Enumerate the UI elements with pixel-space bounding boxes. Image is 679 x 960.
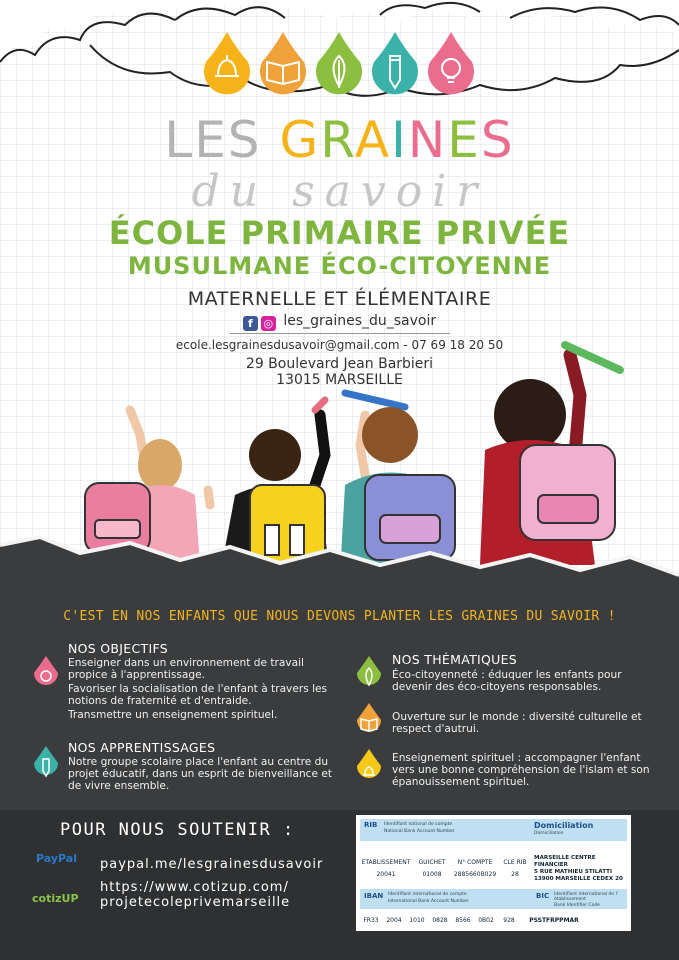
cotizup-logo: cotizUP [32, 892, 79, 905]
iban-desc-en: International Bank Account Number [388, 899, 469, 904]
school-subtitle: du savoir [191, 166, 488, 217]
bank-name: MARSEILLE CENTRE FINANCIER [534, 855, 596, 868]
leaf-icon [354, 655, 384, 691]
rib-label: RIB [364, 821, 378, 829]
school-type-line1: ÉCOLE PRIMAIRE PRIVÉE [108, 214, 571, 252]
objective-item: Transmettre un enseignement spirituel. [68, 709, 278, 721]
rib-col-header: GUICHET [418, 859, 446, 866]
bic-label: BIC [536, 892, 550, 900]
rib-col-header: ETABLISSEMENT [361, 859, 411, 866]
domiciliation-label: Domiciliation [534, 821, 594, 830]
mosque-icon [354, 748, 384, 784]
objective-item: Enseigner dans un environnement de travail propice à l'apprentissage. [68, 657, 305, 681]
title-les: LES [164, 111, 262, 169]
iban-desc: Identifiant international de compte [388, 892, 467, 897]
lightbulb-icon [31, 655, 61, 691]
school-type-line2: MUSULMANE ÉCO-CITOYENNE [127, 252, 552, 280]
rib-desc-en: National Bank Account Number [384, 829, 455, 834]
instagram-icon[interactable]: ◎ [261, 316, 276, 331]
pencil-icon [366, 30, 424, 96]
rib-value: 20041 [376, 871, 396, 878]
support-title: POUR NOUS SOUTENIR : [60, 820, 295, 840]
slogan: C'EST EN NOS ENFANTS QUE NOUS DEVONS PLANTER LES GRAINES DU SAVOIR ! [63, 609, 616, 624]
bank-rib-card [356, 815, 631, 931]
bank-address [534, 855, 626, 883]
social-handle-row [0, 313, 679, 331]
paypal-link[interactable]: paypal.me/lesgrainesdusavoir [100, 857, 324, 872]
pencil-icon [31, 745, 61, 781]
divider [230, 333, 450, 334]
iban-part: 0828 [432, 917, 448, 924]
iban-part: FR33 [363, 917, 379, 924]
bic-code: PSSTFRPPMAR [529, 917, 579, 924]
bic-desc-en: Bank Identifier Code [554, 903, 600, 908]
objectives-title: NOS OBJECTIFS [68, 641, 168, 656]
iban-part: 928 [503, 917, 515, 924]
social-handle[interactable]: les_graines_du_savoir [283, 313, 437, 329]
iban-part: 1010 [409, 917, 425, 924]
book-icon [354, 702, 384, 738]
paypal-logo: PayPal [36, 852, 77, 865]
school-title [0, 112, 679, 168]
domiciliation-sub: Domiciliation [534, 831, 564, 836]
school-level: MATERNELLE ET ÉLÉMENTAIRE [187, 288, 492, 310]
rib-value: 28 [511, 871, 519, 878]
facebook-icon[interactable]: f [243, 316, 258, 331]
email-phone[interactable]: ecole.lesgrainesdusavoir@gmail.com - 07 69 18 20 50 [175, 338, 504, 352]
iban-label: IBAN [364, 892, 384, 900]
cotizup-link-path[interactable]: projetecoleprivemarseille [100, 895, 291, 910]
rib-col-header: CLE RIB [503, 859, 527, 866]
mosque-icon [198, 30, 256, 96]
learning-text: Notre groupe scolaire place l'enfant au centre du projet éducatif, dans un esprit de bienveillance et de vivre ensemble. [68, 756, 333, 792]
cotizup-link[interactable]: https://www.cotizup.com/ [100, 880, 289, 895]
rib-col-header: N° COMPTE [457, 859, 493, 866]
bank-addr2: 13900 MARSEILLE CEDEX 20 [534, 876, 623, 882]
theme-item: Enseignement spirituel : accompagner l'enfant vers une bonne compréhension de l'islam et son épanouissement spirituel. [392, 752, 650, 788]
learning-title: NOS APPRENTISSAGES [68, 740, 216, 755]
rib-desc: Identifiant national de compte [384, 822, 453, 827]
leaf-icon [310, 30, 368, 96]
themes-title: NOS THÉMATIQUES [392, 652, 518, 667]
iban-part: 8566 [455, 917, 471, 924]
address-city: 13015 MARSEILLE [276, 372, 403, 388]
address-street: 29 Boulevard Jean Barbieri [245, 356, 434, 372]
iban-part: 0B02 [478, 917, 494, 924]
bank-addr1: 5 RUE MATHIEU STILATTI [534, 869, 613, 875]
rib-value: 01008 [422, 871, 442, 878]
title-graines: GRAINES [279, 111, 515, 169]
bic-desc: Identifiant international de l' établissement [554, 892, 619, 902]
rib-value: 2885660B029 [453, 871, 497, 878]
iban-part: 2004 [386, 917, 402, 924]
theme-item: Ouverture sur le monde : diversité culturelle et respect d'autrui. [392, 711, 642, 735]
lightbulb-icon [422, 30, 480, 96]
theme-item: Éco-citoyenneté : éduquer les enfants pour devenir des éco-citoyens responsables. [392, 669, 622, 693]
objective-item: Favoriser la socialisation de l'enfant à travers les notions de fraternité et d'entraide. [68, 683, 328, 707]
book-icon [254, 30, 312, 96]
